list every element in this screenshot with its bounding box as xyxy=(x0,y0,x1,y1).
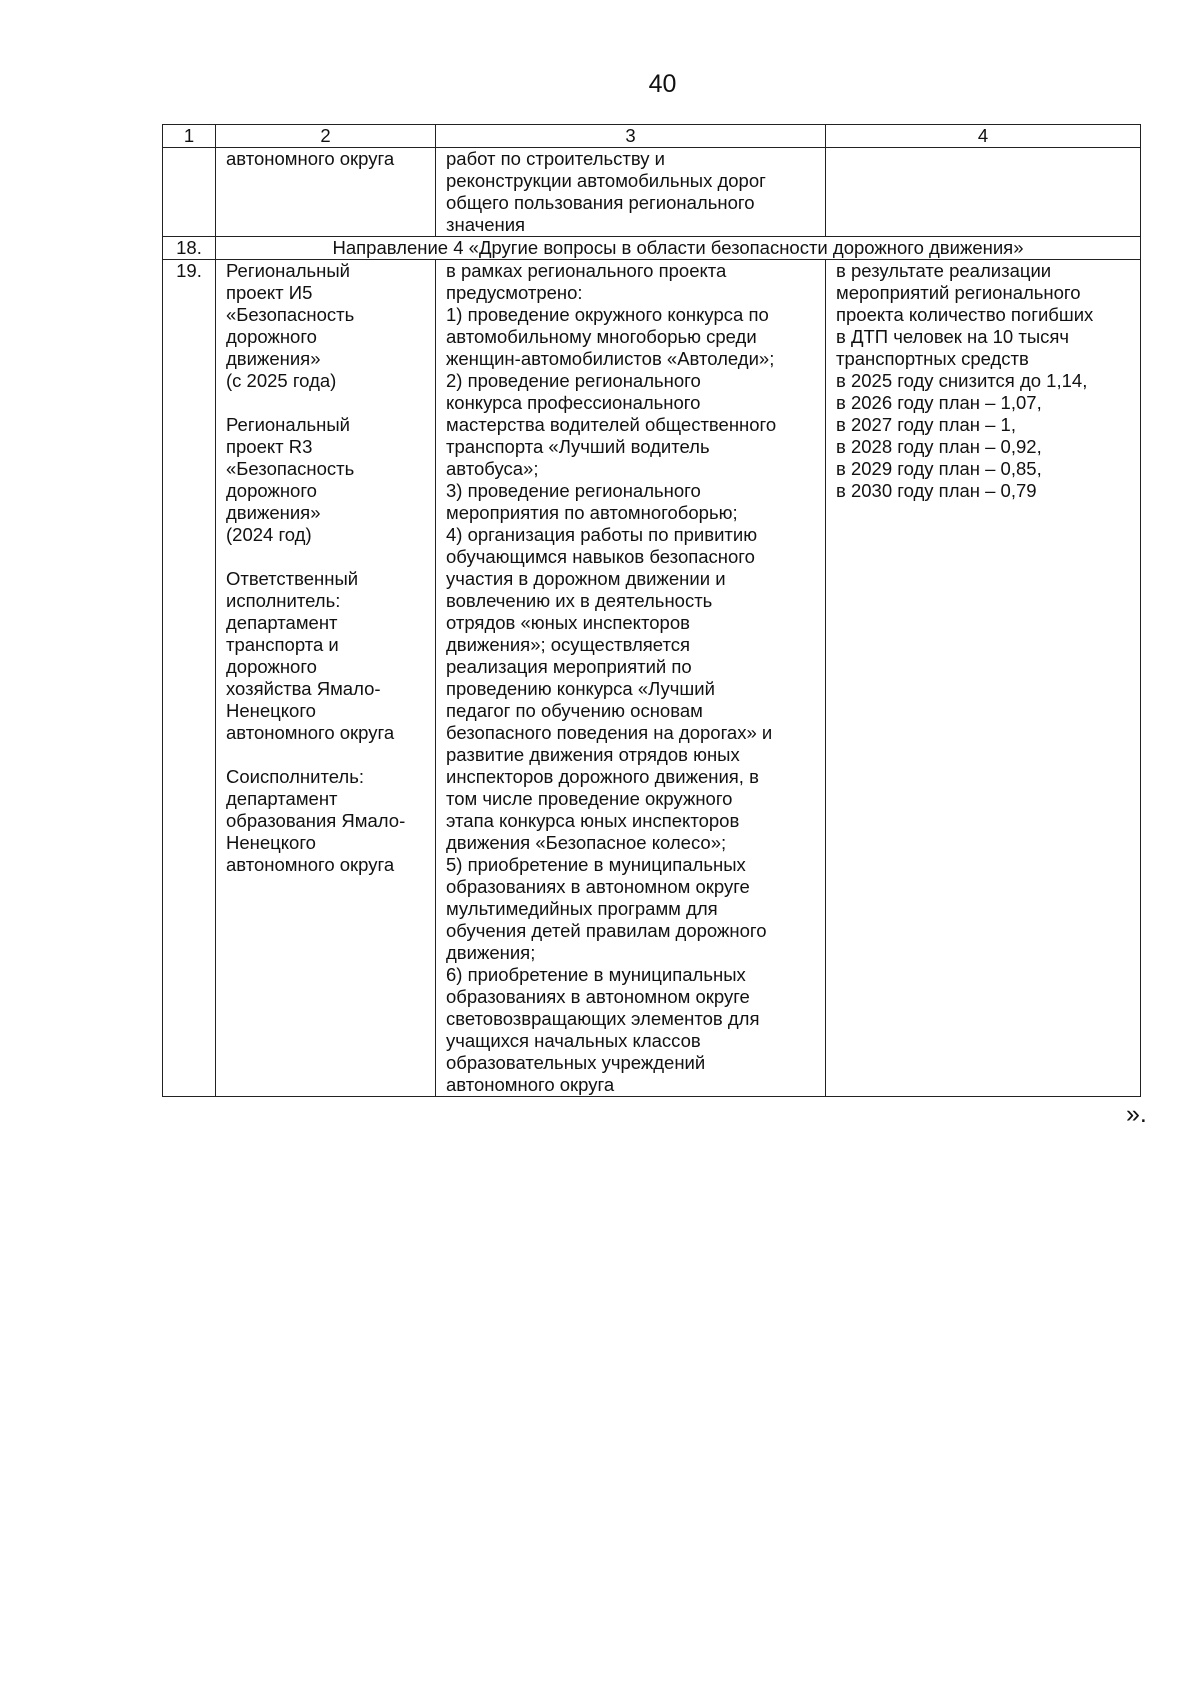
text-line: образовательных учреждений xyxy=(446,1052,706,1073)
text-line: движения «Безопасное колесо»; xyxy=(446,832,727,853)
text-line: департамент xyxy=(226,612,338,633)
measures-table xyxy=(162,124,1141,1097)
row-19-number: 19. xyxy=(163,260,216,1097)
text-line: учащихся начальных классов xyxy=(446,1030,701,1051)
table-header-row xyxy=(163,125,1141,148)
page-number: 40 xyxy=(648,70,677,98)
text-line: дорожного xyxy=(226,326,317,347)
text-line: дорожного xyxy=(226,656,317,677)
text-line: том числе проведение окружного xyxy=(446,788,733,809)
text-line: женщин-автомобилистов «Автоледи»; xyxy=(446,348,775,369)
text-line: в результате реализации xyxy=(836,260,1052,281)
text-line: в рамках регионального проекта xyxy=(446,260,727,281)
text-line: образования Ямало- xyxy=(226,810,406,831)
text-line: Ненецкого xyxy=(226,700,316,721)
text-line: в 2028 году план – 0,92, xyxy=(836,436,1042,457)
text-line: проект R3 xyxy=(226,436,313,457)
text-line: в 2027 году план – 1, xyxy=(836,414,1016,435)
text-line: мероприятий регионального xyxy=(836,282,1081,303)
text-line: Ненецкого xyxy=(226,832,316,853)
row-18-section-title: Направление 4 «Другие вопросы в области безопасности дорожного движения» xyxy=(216,237,1141,260)
text-line: в 2029 году план – 0,85, xyxy=(836,458,1042,479)
text-line: в 2030 году план – 0,79 xyxy=(836,480,1037,501)
text-line: этапа конкурса юных инспекторов xyxy=(446,810,740,831)
text-line: общего пользования регионального xyxy=(446,192,755,213)
text-line: конкурса профессионального xyxy=(446,392,701,413)
text-line: 4) организация работы по привитию xyxy=(446,524,758,545)
text-line: проведению конкурса «Лучший xyxy=(446,678,715,699)
text-line: «Безопасность xyxy=(226,304,355,325)
table-row-18 xyxy=(163,237,1141,260)
text-line: транспорта «Лучший водитель xyxy=(446,436,710,457)
text-line: автономного округа xyxy=(226,148,395,169)
text-line: мероприятия по автомногоборью; xyxy=(446,502,738,523)
text-line: 1) проведение окружного конкурса по xyxy=(446,304,769,325)
text-line: мультимедийных программ для xyxy=(446,898,718,919)
text-line: в 2025 году снизится до 1,14, xyxy=(836,370,1088,391)
text-line: в ДТП человек на 10 тысяч xyxy=(836,326,1070,347)
text-line: 6) приобретение в муниципальных xyxy=(446,964,746,985)
text-line: мастерства водителей общественного xyxy=(446,414,777,435)
text-line: предусмотрено: xyxy=(446,282,583,303)
text-line: движения»; осуществляется xyxy=(446,634,690,655)
text-line: световозвращающих элементов для xyxy=(446,1008,760,1029)
text-line: движения» xyxy=(226,348,321,369)
text-line: дорожного xyxy=(226,480,317,501)
text-line: автобуса»; xyxy=(446,458,539,479)
text-line: развитие движения отрядов юных xyxy=(446,744,740,765)
text-line: автономного округа xyxy=(446,1074,615,1095)
text-line: безопасного поведения на дорогах» и xyxy=(446,722,773,743)
text-line: (с 2025 года) xyxy=(226,370,337,391)
text-line: Региональный xyxy=(226,260,350,281)
continuation-col4 xyxy=(826,148,1141,237)
header-col-2: 2 xyxy=(216,125,436,148)
row-19-results-cell xyxy=(826,260,1141,1097)
header-col-4: 4 xyxy=(826,125,1141,148)
block-spacer xyxy=(226,392,425,414)
text-line: участия в дорожном движении и xyxy=(446,568,726,589)
closing-quote-mark: ». xyxy=(1126,1100,1147,1128)
text-line: 3) проведение регионального xyxy=(446,480,701,501)
text-line: образованиях в автономном округе xyxy=(446,986,750,1007)
continuation-number-cell xyxy=(163,148,216,237)
row-18-number: 18. xyxy=(163,237,216,260)
text-line: обучения детей правилам дорожного xyxy=(446,920,767,941)
text-line: в 2026 году план – 1,07, xyxy=(836,392,1042,413)
continuation-col3 xyxy=(436,148,826,237)
text-line: автономного округа xyxy=(226,722,395,743)
text-line: реализация мероприятий по xyxy=(446,656,692,677)
text-line: образованиях в автономном округе xyxy=(446,876,750,897)
text-line: Региональный xyxy=(226,414,350,435)
text-line: обучающимся навыков безопасного xyxy=(446,546,755,567)
text-line: педагог по обучению основам xyxy=(446,700,703,721)
block-spacer xyxy=(226,744,425,766)
text-line: движения; xyxy=(446,942,536,963)
text-line: хозяйства Ямало- xyxy=(226,678,381,699)
header-col-3: 3 xyxy=(436,125,826,148)
text-line: автомобильному многоборью среди xyxy=(446,326,757,347)
text-line: департамент xyxy=(226,788,338,809)
text-line: проекта количество погибших xyxy=(836,304,1094,325)
text-line: значения xyxy=(446,214,526,235)
text-line: Соисполнитель: xyxy=(226,766,364,787)
row-19-projects-cell xyxy=(216,260,436,1097)
text-line: движения» xyxy=(226,502,321,523)
text-line: транспортных средств xyxy=(836,348,1029,369)
continuation-col2 xyxy=(216,148,436,237)
text-line: реконструкции автомобильных дорог xyxy=(446,170,766,191)
header-col-1: 1 xyxy=(163,125,216,148)
row-19-activities-cell xyxy=(436,260,826,1097)
block-spacer xyxy=(226,546,425,568)
text-line: 2) проведение регионального xyxy=(446,370,701,391)
text-line: исполнитель: xyxy=(226,590,341,611)
text-line: Ответственный xyxy=(226,568,359,589)
text-line: инспекторов дорожного движения, в xyxy=(446,766,759,787)
text-line: отрядов «юных инспекторов xyxy=(446,612,690,633)
table-row-19 xyxy=(163,260,1141,1097)
text-line: автономного округа xyxy=(226,854,395,875)
text-line: работ по строительству и xyxy=(446,148,665,169)
text-line: 5) приобретение в муниципальных xyxy=(446,854,746,875)
text-line: (2024 год) xyxy=(226,524,312,545)
text-line: вовлечению их в деятельность xyxy=(446,590,713,611)
text-line: транспорта и xyxy=(226,634,339,655)
continuation-row xyxy=(163,148,1141,237)
text-line: «Безопасность xyxy=(226,458,355,479)
text-line: проект И5 xyxy=(226,282,313,303)
